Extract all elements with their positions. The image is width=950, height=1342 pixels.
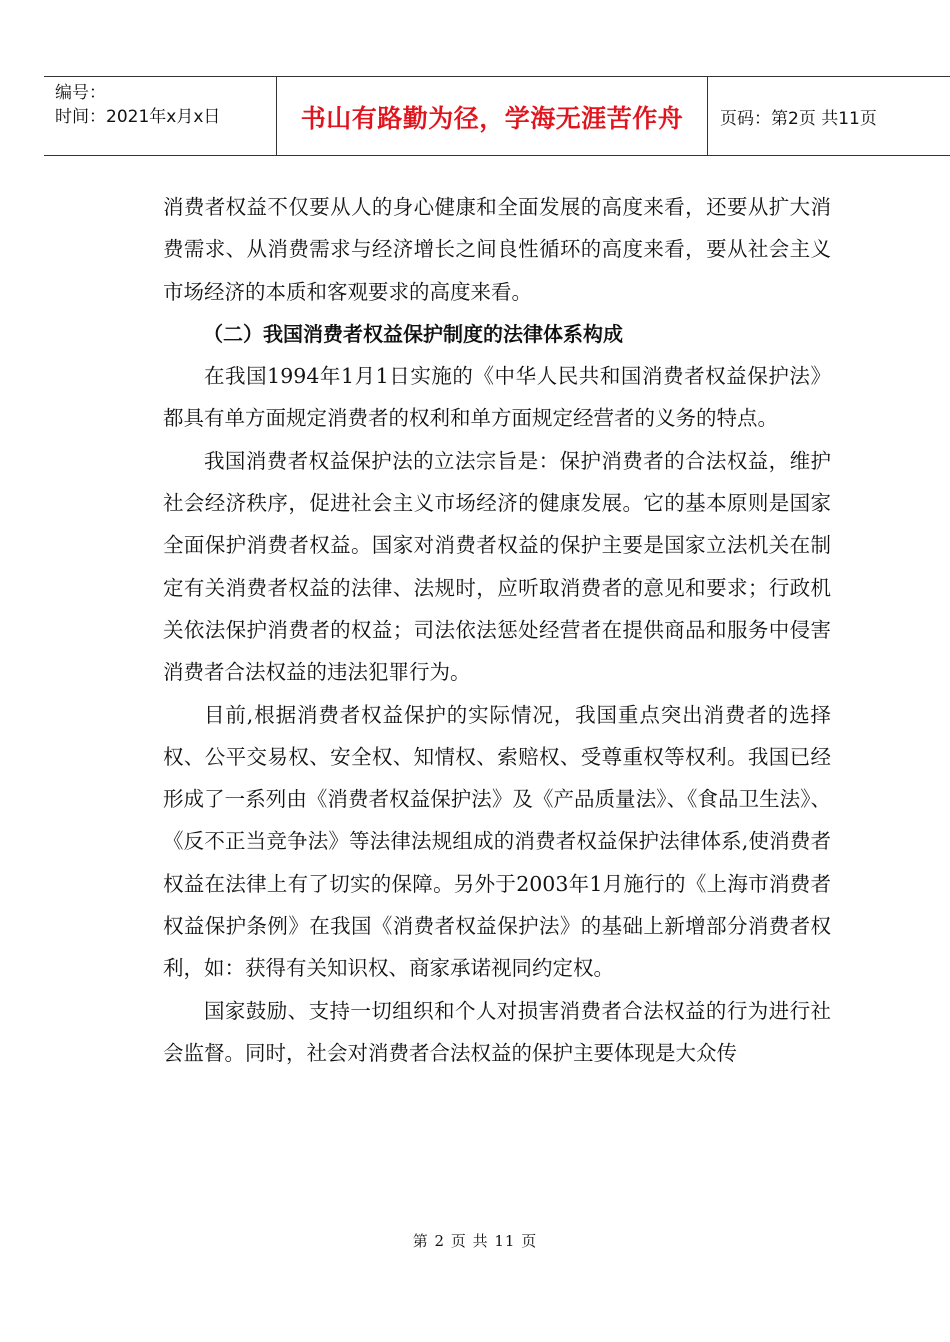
page-footer: 第 2 页 共 11 页 <box>412 1232 538 1250</box>
document-number-label: 编号： <box>55 83 106 103</box>
header-meta <box>44 77 277 156</box>
paragraph: 国家鼓励、支持一切组织和个人对损害消费者合法权益的行为进行社会监督。同时，社会对消费者合法权益的保护主要体现是大众传 <box>163 998 831 1065</box>
page-header <box>44 76 950 156</box>
section-heading: （二）我国消费者权益保护制度的法律体系构成 <box>203 321 623 346</box>
header-motto: 书山有路勤为径，学海无涯苦作舟 <box>300 103 684 133</box>
document-body <box>163 186 831 1074</box>
document-time: 时间：2021年x月x日 <box>55 107 221 127</box>
header-page-code: 页码：第2页 共11页 <box>720 109 877 129</box>
header-motto-cell <box>277 77 708 156</box>
paragraph: 在我国1994年1月1日实施的《中华人民共和国消费者权益保护法》都具有单方面规定消费者的权利和单方面规定经营者的义务的特点。 <box>163 364 831 431</box>
paragraph-continuation: 消费者权益不仅要从人的身心健康和全面发展的高度来看，还要从扩大消费需求、从消费需求与经济增长之间良性循环的高度来看，要从社会主义市场经济的本质和客观要求的高度来看。 <box>163 195 831 304</box>
paragraph: 我国消费者权益保护法的立法宗旨是：保护消费者的合法权益，维护社会经济秩序，促进社会主义市场经济的健康发展。它的基本原则是国家全面保护消费者权益。国家对消费者权益的保护主要是国家立法机关在制定有关消费者权益的法律、法规时，应听取消费者的意见和要求；行政机关依法保护消费者的权益；司法依法惩处经营者在提供商品和服务中侵害消费者合法权益的违法犯罪行为。 <box>163 448 831 685</box>
paragraph: 目前,根据消费者权益保护的实际情况，我国重点突出消费者的选择权、公平交易权、安全权、知情权、索赔权、受尊重权等权利。我国已经形成了一系列由《消费者权益保护法》及《产品质量法》、《食品卫生法》、《反不正当竞争法》等法律法规组成的消费者权益保护法律体系,使消费者权益在法律上有了切实的保障。另外于2003年1月施行的《上海市消费者权益保护条例》在我国《消费者权益保护法》的基础上新增部分消费者权利，如：获得有关知识权、商家承诺视同约定权。 <box>163 702 831 981</box>
